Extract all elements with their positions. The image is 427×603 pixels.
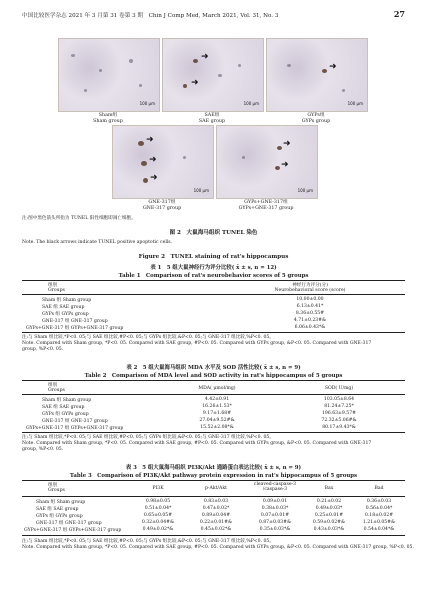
- table-cell: 0.65±0.05#: [143, 513, 173, 518]
- table3-header-bad: Bad: [374, 486, 384, 491]
- table-cell: 9.17±1.68#: [202, 411, 232, 416]
- table-row: SAE 组 SAE group: [36, 507, 79, 512]
- micrograph-sham: [58, 38, 160, 112]
- table-cell: 0.49±0.02*&: [142, 527, 174, 532]
- table-cell: 0.51±0.04*: [144, 506, 172, 511]
- table1-note-en: Note. Compared with Sham group, *P<0. 05. Compared with SAE group, #P<0. 05. Compared with GYPs group, &P<0. 05. Compared with GNE-317: [22, 341, 372, 346]
- table-cell: 0.38±0.03*: [261, 506, 289, 511]
- table1-title-en: Table 1 Comparison of rat's neurobehavior scores of 5 groups: [118, 273, 309, 279]
- table2-note-en: Note. Compared with Sham group, *P<0. 05. Compared with SAE group, #P<0. 05. Compared with GYPs group, &P<0. 05. Compared with GNE-317: [22, 441, 372, 446]
- table-row: Sham 组 Sham group: [36, 500, 86, 505]
- table1-title-cn: 表 1 5 组大鼠神经行为评分比较( x̄ ± s, n = 12): [150, 265, 277, 271]
- table-cell: 1.21±0.05#&: [362, 520, 396, 525]
- table-row: GYPs 组 GYPs group: [36, 514, 83, 519]
- table-cell: 0.56±0.04*: [365, 506, 393, 511]
- arrow-icon: ➜: [149, 155, 157, 165]
- running-header: [22, 9, 405, 21]
- table3-title-cn: 表 3 5 组大鼠海马组织 PI3K/Akt 通路蛋白表达比较( x̄ ± s, n = 9): [125, 465, 302, 471]
- table2-title-en: Table 2 Comparison of MDA level and SOD activity in rat's hippocampus of 5 groups: [84, 373, 343, 379]
- table1-header-score: 神经行为评分(分) Neurobehavioral score (score): [274, 283, 346, 293]
- table-cell: 0.83±0.03: [203, 499, 229, 504]
- arrow-icon: ➜: [150, 173, 158, 183]
- table2-note-cn: 注:与 Sham 组比较,*P<0. 05;与 SAE 组比较,#P<0. 05;与 GYPs 组比较,&P<0. 05;与 GNE-317 组比较,%P<0. 05。: [22, 435, 274, 440]
- table-cell: 0.89±0.04#: [201, 513, 231, 518]
- table-cell: 81.24±7.25*: [324, 404, 354, 409]
- arrow-icon: ➜: [283, 139, 291, 149]
- table3-header-bax: Bax: [324, 486, 334, 491]
- table-cell: 0.35±0.03*&: [259, 527, 291, 532]
- table2: [22, 380, 405, 440]
- table-row: GNE-317 组 GNE-317 group: [36, 521, 102, 526]
- figure-note-cn: 注:图中黑色箭头所指为 TUNEL 阳性细胞即凋亡细胞。: [22, 216, 136, 221]
- table-row: SAE 组 SAE group: [42, 405, 85, 410]
- figure-caption-cn: 图 2 大鼠海马组织 TUNEL 染色: [169, 230, 258, 236]
- table-cell: 0.43±0.03*&: [313, 527, 345, 532]
- table-cell: 196.63±9.57#: [321, 411, 356, 416]
- table-cell: 0.25±0.01#: [314, 513, 344, 518]
- table-cell: 27.04±9.52#&: [199, 418, 235, 423]
- panel-label-gyps-gne317: GYPs+GNE-317组 GYPs+GNE-317 group: [238, 200, 294, 211]
- table-cell: 103.05±8.64: [323, 397, 355, 402]
- table-cell: 6.06±0.43*&: [294, 325, 326, 330]
- table-cell: 0.09±0.01: [262, 499, 288, 504]
- figure-caption-en: Figure 2 TUNEL staining of rat's hippocampus: [138, 254, 289, 260]
- scale-bar-label: 100 μm: [297, 188, 313, 193]
- table2-title-cn: 表 2 5 组大鼠海马组织 MDA 水平及 SOD 活性比较( x̄ ± s, n = 9): [126, 365, 301, 371]
- table1: [22, 280, 405, 340]
- table-cell: 0.49±0.03*: [315, 506, 343, 511]
- table-cell: 0.22±0.01#&: [199, 520, 233, 525]
- table-cell: 0.98±0.05: [145, 499, 171, 504]
- panel-label-sham: Sham组 Sham group: [93, 113, 123, 124]
- scale-bar-label: 100 μm: [243, 101, 259, 106]
- panel-label-sae: SAE组 SAE group: [198, 113, 226, 124]
- table-cell: 8.36±0.55#: [295, 311, 325, 316]
- arrow-icon: ➜: [329, 62, 337, 72]
- table-cell: 72.32±5.06#&: [321, 418, 357, 423]
- table3-header-casp: cleaved-caspase-3 /caspase-3: [253, 482, 297, 492]
- figure-note-en: Note. The black arrows indicate TUNEL positive apoptotic cells.: [22, 240, 173, 245]
- table-row: GYPs+GNE-317 组 GYPs+GNE-317 group: [26, 426, 124, 431]
- table-cell: 0.87±0.03#&: [258, 520, 292, 525]
- table-row: GNE-317 组 GNE-317 group: [42, 319, 108, 324]
- table-cell: 0.54±0.04*&: [363, 527, 395, 532]
- scale-bar-label: 100 μm: [193, 188, 209, 193]
- micrograph-gyps-gne317: [216, 125, 318, 199]
- table-cell: 4.71±0.23#&: [293, 318, 327, 323]
- table-row: SAE 组 SAE group: [42, 305, 85, 310]
- table-row: Sham 组 Sham group: [42, 298, 92, 303]
- table3-header-pi3k: PI3K: [152, 486, 164, 491]
- table-row: GYPs 组 GYPs group: [42, 312, 89, 317]
- table-cell: 10.00±0.00: [296, 297, 324, 302]
- table-cell: 0.21±0.02: [316, 499, 342, 504]
- table2-header-mda: MDA( μmol/mg): [198, 386, 236, 391]
- table-cell: 0.59±0.02#&: [312, 520, 346, 525]
- arrow-icon: ➜: [146, 135, 154, 145]
- table-row: Sham 组 Sham group: [42, 398, 92, 403]
- table-cell: 0.36±0.03: [366, 499, 392, 504]
- table-row: GYPs+GNE-317 组 GYPs+GNE-317 group: [24, 528, 122, 533]
- panel-label-gyps: GYPs组 GYPs group: [301, 113, 331, 124]
- table2-header-sod: SOD( U/mg): [324, 386, 354, 391]
- table3-note-cn: 注:与 Sham 组比较,*P<0. 05;与 SAE 组比较,#P<0. 05;与 GYPs 组比较,&P<0. 05;与 GNE-317 组比较,%P<0. 05。: [22, 539, 274, 544]
- table-cell: 16.26±1.53*: [202, 404, 232, 409]
- scale-bar-label: 100 μm: [347, 101, 363, 106]
- table2-header-group: 组别 Groups: [48, 383, 65, 393]
- table-cell: 0.45±0.02*&: [200, 527, 232, 532]
- table-cell: 6.13±0.41*: [296, 304, 324, 309]
- micrograph-gyps: [266, 38, 368, 112]
- table-row: GNE-317 组 GNE-317 group: [42, 419, 108, 424]
- table-cell: 0.18±0.02#: [364, 513, 394, 518]
- table3-header-akt: p-Akt/Akt: [205, 486, 227, 491]
- page-number: 27: [393, 9, 405, 19]
- table3: [22, 480, 405, 544]
- table-cell: 0.32±0.04#&: [141, 520, 175, 525]
- micrograph-gne317: [112, 125, 214, 199]
- table3-header-group: 组别 Groups: [48, 483, 65, 493]
- arrow-icon: ➜: [191, 78, 199, 88]
- panel-label-gne317: GNE-317组 GNE-317 group: [142, 200, 182, 211]
- table-cell: 0.47±0.02*: [202, 506, 230, 511]
- table-cell: 4.42±0.91: [204, 397, 230, 402]
- journal-citation: 中国比较医学杂志 2021 年 3 月第 31 卷第 3 期 Chin J Comp Med, March 2021, Vol. 31, No. 3: [22, 13, 279, 19]
- table1-note-en-cont: group, %P<0. 05.: [22, 347, 64, 352]
- scale-bar-label: 100 μm: [139, 101, 155, 106]
- table-cell: 15.52±2.08*&: [200, 425, 234, 430]
- table-cell: 0.07±0.01#: [260, 513, 290, 518]
- micrograph-sae: [162, 38, 264, 112]
- table1-header-group: 组别 Groups: [48, 283, 65, 293]
- table3-note-en: Note. Compared with Sham group, *P<0. 05. Compared with SAE group, #P<0. 05. Compared with GYPs group, &P<0. 05. Compared with GNE-317 group, %P<0. 05.: [22, 545, 414, 550]
- table-cell: 80.17±9.43*&: [322, 425, 356, 430]
- arrow-icon: ➜: [281, 160, 289, 170]
- table2-note-en-cont: group, %P<0. 05.: [22, 447, 64, 452]
- table-row: GYPs 组 GYPs group: [42, 412, 89, 417]
- table-row: GYPs+GNE-317 组 GYPs+GNE-317 group: [26, 326, 124, 331]
- table1-note-cn: 注:与 Sham 组比较,*P<0. 05;与 SAE 组比较,#P<0. 05;与 GYPs 组比较,&P<0. 05;与 GNE-317 组比较,%P<0. 05。: [22, 335, 274, 340]
- table3-title-en: Table 3 Comparison of PI3K/Akt pathway protein expression in rat's hippocampus of 5 groups: [69, 473, 358, 479]
- arrow-icon: ➜: [201, 52, 209, 62]
